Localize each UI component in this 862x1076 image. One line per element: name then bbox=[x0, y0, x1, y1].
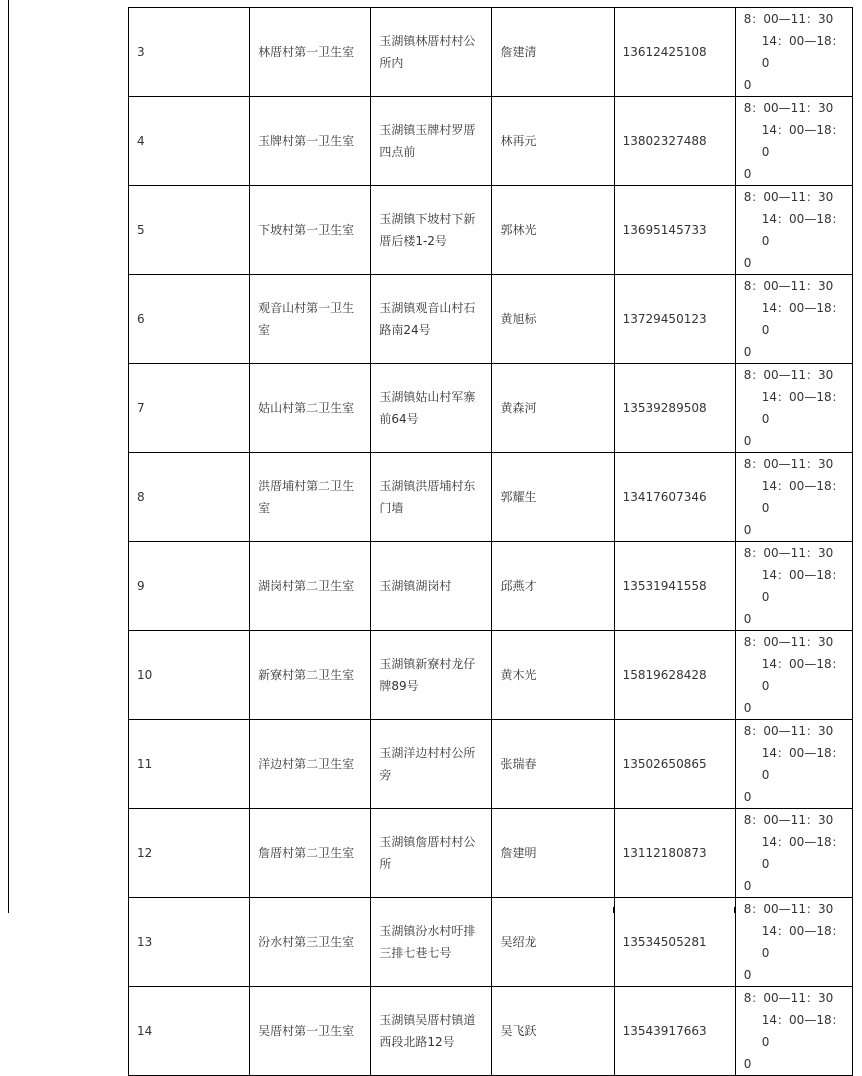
row-number: 5 bbox=[129, 186, 250, 275]
opening-hours-line: 8：00—11：30 bbox=[743, 279, 834, 293]
opening-hours bbox=[736, 97, 853, 186]
clinic-name: 洪厝埔村第二卫生室 bbox=[250, 453, 371, 542]
opening-hours-line: 8：00—11：30 bbox=[743, 546, 834, 560]
row-number: 10 bbox=[129, 631, 250, 720]
clinic-address: 玉湖镇汾水村吁排三排七巷七号 bbox=[371, 898, 492, 987]
opening-hours bbox=[736, 631, 853, 720]
clinic-name: 湖岗村第二卫生室 bbox=[250, 542, 371, 631]
opening-hours-line: 0 bbox=[743, 790, 752, 804]
opening-hours-line: 14：00—18：0 bbox=[761, 924, 844, 960]
clinic-address: 玉湖镇洪厝埔村东门墙 bbox=[371, 453, 492, 542]
phone-number: 13539289508 bbox=[615, 364, 736, 453]
opening-hours-line: 14：00—18：0 bbox=[761, 301, 844, 337]
opening-hours-line: 8：00—11：30 bbox=[743, 902, 834, 916]
table-row bbox=[129, 453, 853, 542]
clinic-name: 新寮村第二卫生室 bbox=[250, 631, 371, 720]
doctor-name: 郭林光 bbox=[492, 186, 614, 275]
doctor-name: 郭耀生 bbox=[492, 453, 614, 542]
phone-number: 13531941558 bbox=[615, 542, 736, 631]
clinic-name: 汾水村第三卫生室 bbox=[250, 898, 371, 987]
opening-hours-line: 0 bbox=[743, 78, 752, 92]
opening-hours-line: 0 bbox=[743, 701, 752, 715]
phone-number: 13695145733 bbox=[615, 186, 736, 275]
opening-hours-line: 0 bbox=[743, 968, 752, 982]
phone-number: 13729450123 bbox=[615, 275, 736, 364]
row-number: 9 bbox=[129, 542, 250, 631]
opening-hours bbox=[736, 8, 853, 97]
opening-hours bbox=[736, 453, 853, 542]
table-row bbox=[129, 275, 853, 364]
doctor-name: 詹建明 bbox=[492, 809, 614, 898]
opening-hours bbox=[736, 186, 853, 275]
clinic-address: 玉湖镇吴厝村镇道西段北路12号 bbox=[371, 987, 492, 1076]
clinic-name: 下坡村第一卫生室 bbox=[250, 186, 371, 275]
opening-hours-line: 8：00—11：30 bbox=[743, 991, 834, 1005]
clinic-address: 玉湖镇玉牌村罗厝四点前 bbox=[371, 97, 492, 186]
clinic-table bbox=[128, 7, 853, 1076]
clinic-name: 詹厝村第二卫生室 bbox=[250, 809, 371, 898]
opening-hours-line: 14：00—18：0 bbox=[761, 1013, 844, 1049]
phone-number: 13502650865 bbox=[615, 720, 736, 809]
doctor-name: 张瑞春 bbox=[492, 720, 614, 809]
opening-hours-line: 8：00—11：30 bbox=[743, 457, 834, 471]
clinic-name: 姑山村第二卫生室 bbox=[250, 364, 371, 453]
opening-hours-line: 8：00—11：30 bbox=[743, 724, 834, 738]
doctor-name: 黄旭标 bbox=[492, 275, 614, 364]
clinic-address: 玉湖镇林厝村村公所内 bbox=[371, 8, 492, 97]
table-row bbox=[129, 8, 853, 97]
phone-number: 13543917663 bbox=[615, 987, 736, 1076]
clinic-address: 玉湖镇新寮村龙仔牌89号 bbox=[371, 631, 492, 720]
clinic-address: 玉湖镇湖岗村 bbox=[371, 542, 492, 631]
opening-hours-line: 0 bbox=[743, 256, 752, 270]
table-row bbox=[129, 542, 853, 631]
doctor-name: 黄木光 bbox=[492, 631, 614, 720]
opening-hours-line: 14：00—18：0 bbox=[761, 123, 844, 159]
table-row bbox=[129, 364, 853, 453]
table-row bbox=[129, 97, 853, 186]
doctor-name: 邱燕才 bbox=[492, 542, 614, 631]
page-left-border bbox=[8, 0, 9, 913]
opening-hours bbox=[736, 275, 853, 364]
phone-number: 15819628428 bbox=[615, 631, 736, 720]
opening-hours-line: 14：00—18：0 bbox=[761, 479, 844, 515]
opening-hours-line: 8：00—11：30 bbox=[743, 12, 834, 26]
opening-hours-line: 0 bbox=[743, 167, 752, 181]
opening-hours-line: 8：00—11：30 bbox=[743, 813, 834, 827]
next-row-stub bbox=[128, 907, 853, 913]
opening-hours bbox=[736, 364, 853, 453]
opening-hours-line: 0 bbox=[743, 612, 752, 626]
opening-hours-line: 14：00—18：0 bbox=[761, 746, 844, 782]
opening-hours-line: 0 bbox=[743, 879, 752, 893]
opening-hours bbox=[736, 542, 853, 631]
row-number: 7 bbox=[129, 364, 250, 453]
opening-hours-line: 8：00—11：30 bbox=[743, 368, 834, 382]
clinic-name: 吴厝村第一卫生室 bbox=[250, 987, 371, 1076]
doctor-name: 吴飞跃 bbox=[492, 987, 614, 1076]
row-number: 14 bbox=[129, 987, 250, 1076]
doctor-name: 詹建清 bbox=[492, 8, 614, 97]
doctor-name: 吴绍龙 bbox=[492, 898, 614, 987]
row-number: 6 bbox=[129, 275, 250, 364]
opening-hours-line: 14：00—18：0 bbox=[761, 568, 844, 604]
phone-number: 13612425108 bbox=[615, 8, 736, 97]
table-row bbox=[129, 809, 853, 898]
clinic-address: 玉湖镇下坡村下新厝后楼1-2号 bbox=[371, 186, 492, 275]
clinic-address: 玉湖镇詹厝村村公所 bbox=[371, 809, 492, 898]
clinic-name: 洋边村第二卫生室 bbox=[250, 720, 371, 809]
phone-number: 13534505281 bbox=[615, 898, 736, 987]
clinic-address: 玉湖镇观音山村石路南24号 bbox=[371, 275, 492, 364]
phone-number: 13802327488 bbox=[615, 97, 736, 186]
phone-number: 13417607346 bbox=[615, 453, 736, 542]
opening-hours-line: 14：00—18：0 bbox=[761, 390, 844, 426]
clinic-address: 玉湖镇姑山村军寨前64号 bbox=[371, 364, 492, 453]
table-row bbox=[129, 631, 853, 720]
opening-hours-line: 14：00—18：0 bbox=[761, 34, 844, 70]
row-number: 12 bbox=[129, 809, 250, 898]
doctor-name: 黄森河 bbox=[492, 364, 614, 453]
table-row bbox=[129, 186, 853, 275]
phone-number: 13112180873 bbox=[615, 809, 736, 898]
opening-hours-line: 0 bbox=[743, 345, 752, 359]
row-number: 8 bbox=[129, 453, 250, 542]
opening-hours bbox=[736, 987, 853, 1076]
clinic-address: 玉湖洋边村村公所旁 bbox=[371, 720, 492, 809]
opening-hours-line: 0 bbox=[743, 1057, 752, 1071]
table-row bbox=[129, 720, 853, 809]
row-number: 4 bbox=[129, 97, 250, 186]
opening-hours-line: 14：00—18：0 bbox=[761, 212, 844, 248]
opening-hours-line: 0 bbox=[743, 523, 752, 537]
opening-hours bbox=[736, 720, 853, 809]
opening-hours-line: 14：00—18：0 bbox=[761, 657, 844, 693]
opening-hours-line: 0 bbox=[743, 434, 752, 448]
clinic-table-container bbox=[128, 7, 853, 1076]
row-number: 13 bbox=[129, 898, 250, 987]
opening-hours bbox=[736, 809, 853, 898]
doctor-name: 林再元 bbox=[492, 97, 614, 186]
row-number: 3 bbox=[129, 8, 250, 97]
table-row bbox=[129, 987, 853, 1076]
opening-hours-line: 14：00—18：0 bbox=[761, 835, 844, 871]
clinic-name: 观音山村第一卫生室 bbox=[250, 275, 371, 364]
opening-hours-line: 8：00—11：30 bbox=[743, 635, 834, 649]
clinic-name: 林厝村第一卫生室 bbox=[250, 8, 371, 97]
clinic-table-body bbox=[129, 8, 853, 1076]
clinic-name: 玉牌村第一卫生室 bbox=[250, 97, 371, 186]
opening-hours-line: 8：00—11：30 bbox=[743, 190, 834, 204]
opening-hours-line: 8：00—11：30 bbox=[743, 101, 834, 115]
row-number: 11 bbox=[129, 720, 250, 809]
